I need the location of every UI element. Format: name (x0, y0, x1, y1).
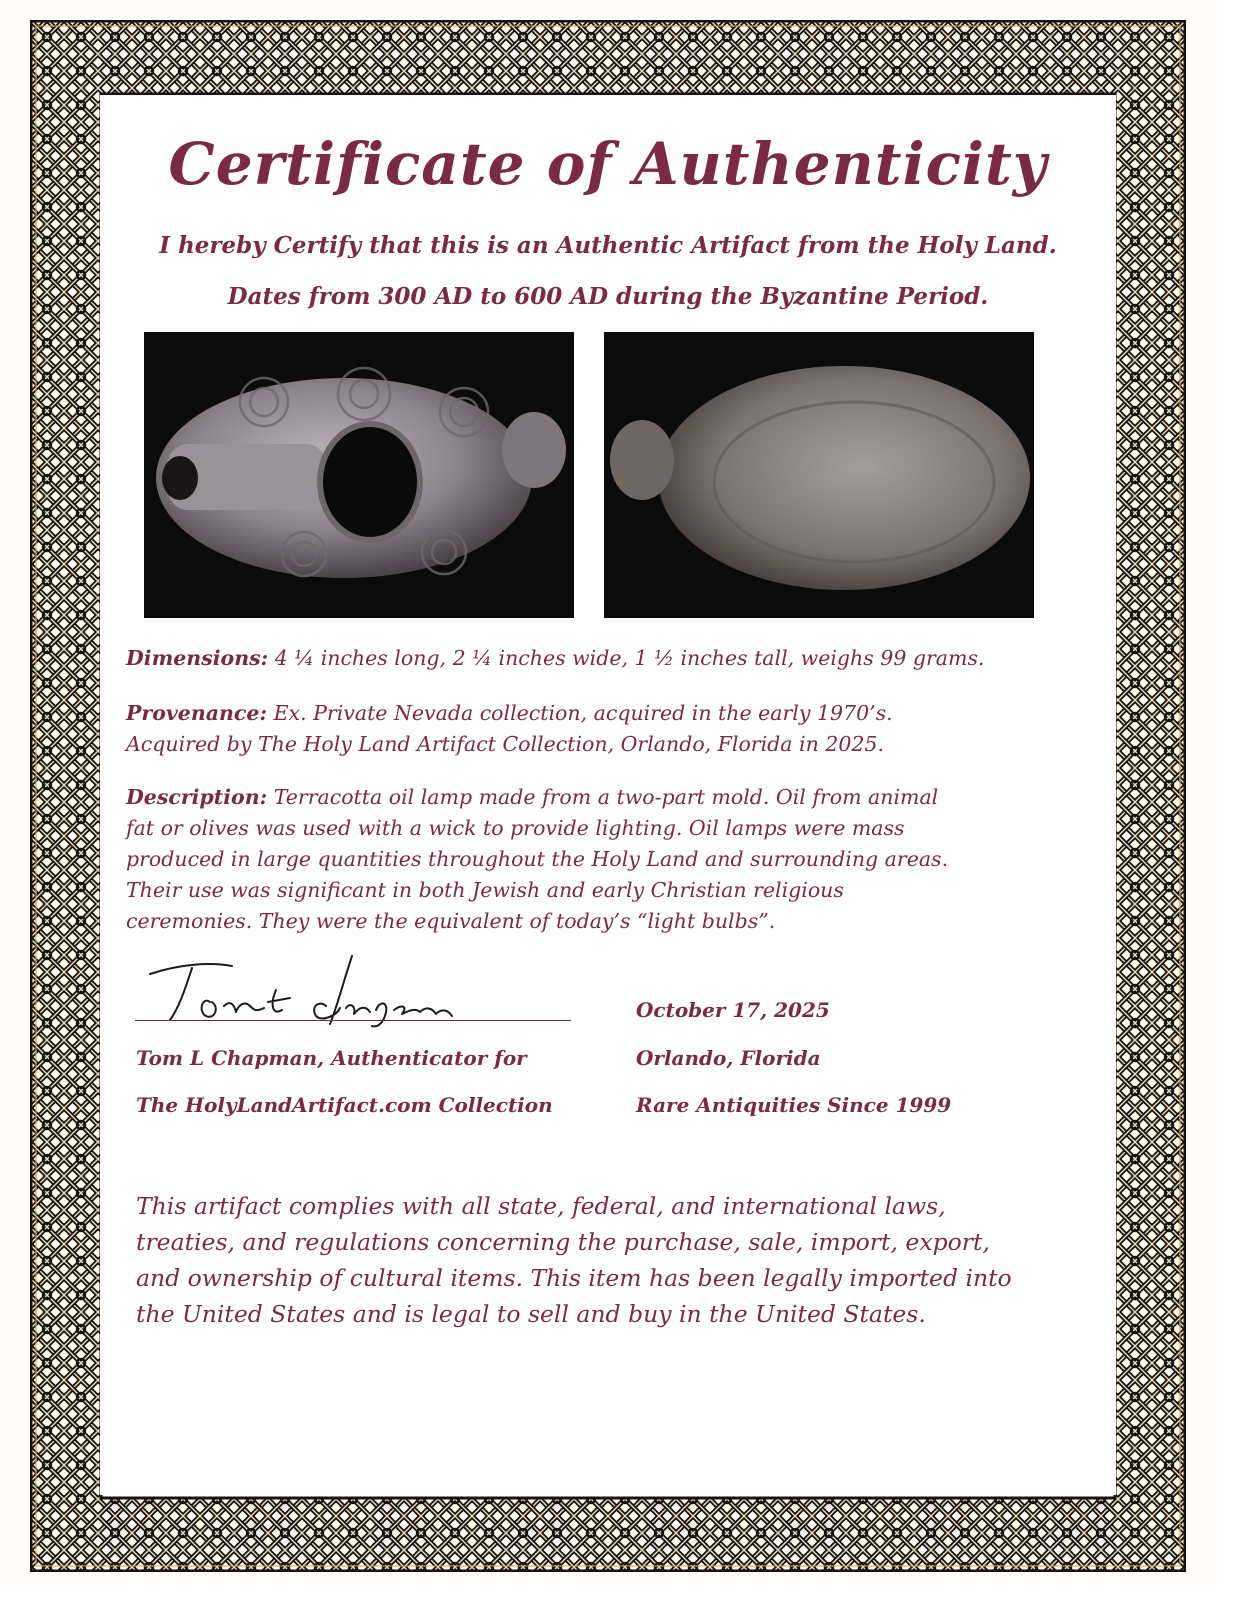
description-line: ceremonies. They were the equivalent of today’s “light bulbs”. (126, 909, 776, 933)
oil-lamp-bottom-view-icon (604, 332, 1034, 618)
authenticator-name: Tom L Chapman, Authenticator for (136, 1046, 527, 1070)
provenance-line: Acquired by The Holy Land Artifact Collection, Orlando, Florida in 2025. (126, 732, 884, 756)
description-paragraph (126, 782, 1086, 937)
description-line: fat or olives was used with a wick to provide lighting. Oil lamps were mass (126, 816, 905, 840)
oil-lamp-top-photo (144, 332, 574, 618)
legal-line: This artifact complies with all state, federal, and international laws, (136, 1192, 946, 1220)
business-tagline: Rare Antiquities Since 1999 (636, 1093, 952, 1117)
dimensions-label: Dimensions: (126, 646, 269, 670)
description-line: Their use was significant in both Jewish and early Christian religious (126, 878, 844, 902)
page-title: Certificate of Authenticity (168, 130, 1048, 198)
legal-line: treaties, and regulations concerning the purchase, sale, import, export, (136, 1228, 990, 1256)
oil-lamp-top-view-icon (144, 332, 574, 618)
handwritten-signature-icon (140, 950, 460, 1030)
legal-line: and ownership of cultural items. This item has been legally imported into (136, 1264, 1012, 1292)
certificate-location: Orlando, Florida (636, 1046, 821, 1070)
certificate-date: October 17, 2025 (636, 998, 830, 1022)
oil-lamp-bottom-photo (604, 332, 1034, 618)
legal-statement (136, 1188, 1096, 1332)
certification-statement: I hereby Certify that this is an Authentic Artifact from the Holy Land. (159, 232, 1057, 259)
description-label: Description: (126, 785, 268, 809)
dimensions-text: 4 ¼ inches long, 2 ¼ inches wide, 1 ½ inches tall, weighs 99 grams. (274, 646, 985, 670)
provenance-line: Ex. Private Nevada collection, acquired in the early 1970’s. (273, 701, 893, 725)
description-line: produced in large quantities throughout the Holy Land and surrounding areas. (126, 847, 949, 871)
dating-statement: Dates from 300 AD to 600 AD during the Byzantine Period. (227, 283, 989, 310)
collection-name: The HolyLandArtifact.com Collection (136, 1093, 553, 1117)
provenance-label: Provenance: (126, 701, 268, 725)
signature-line (135, 1020, 571, 1021)
dimensions-paragraph (126, 643, 1086, 674)
legal-line: the United States and is legal to sell and buy in the United States. (136, 1300, 926, 1328)
provenance-paragraph (126, 698, 1086, 760)
description-line: Terracotta oil lamp made from a two-part mold. Oil from animal (273, 785, 939, 809)
